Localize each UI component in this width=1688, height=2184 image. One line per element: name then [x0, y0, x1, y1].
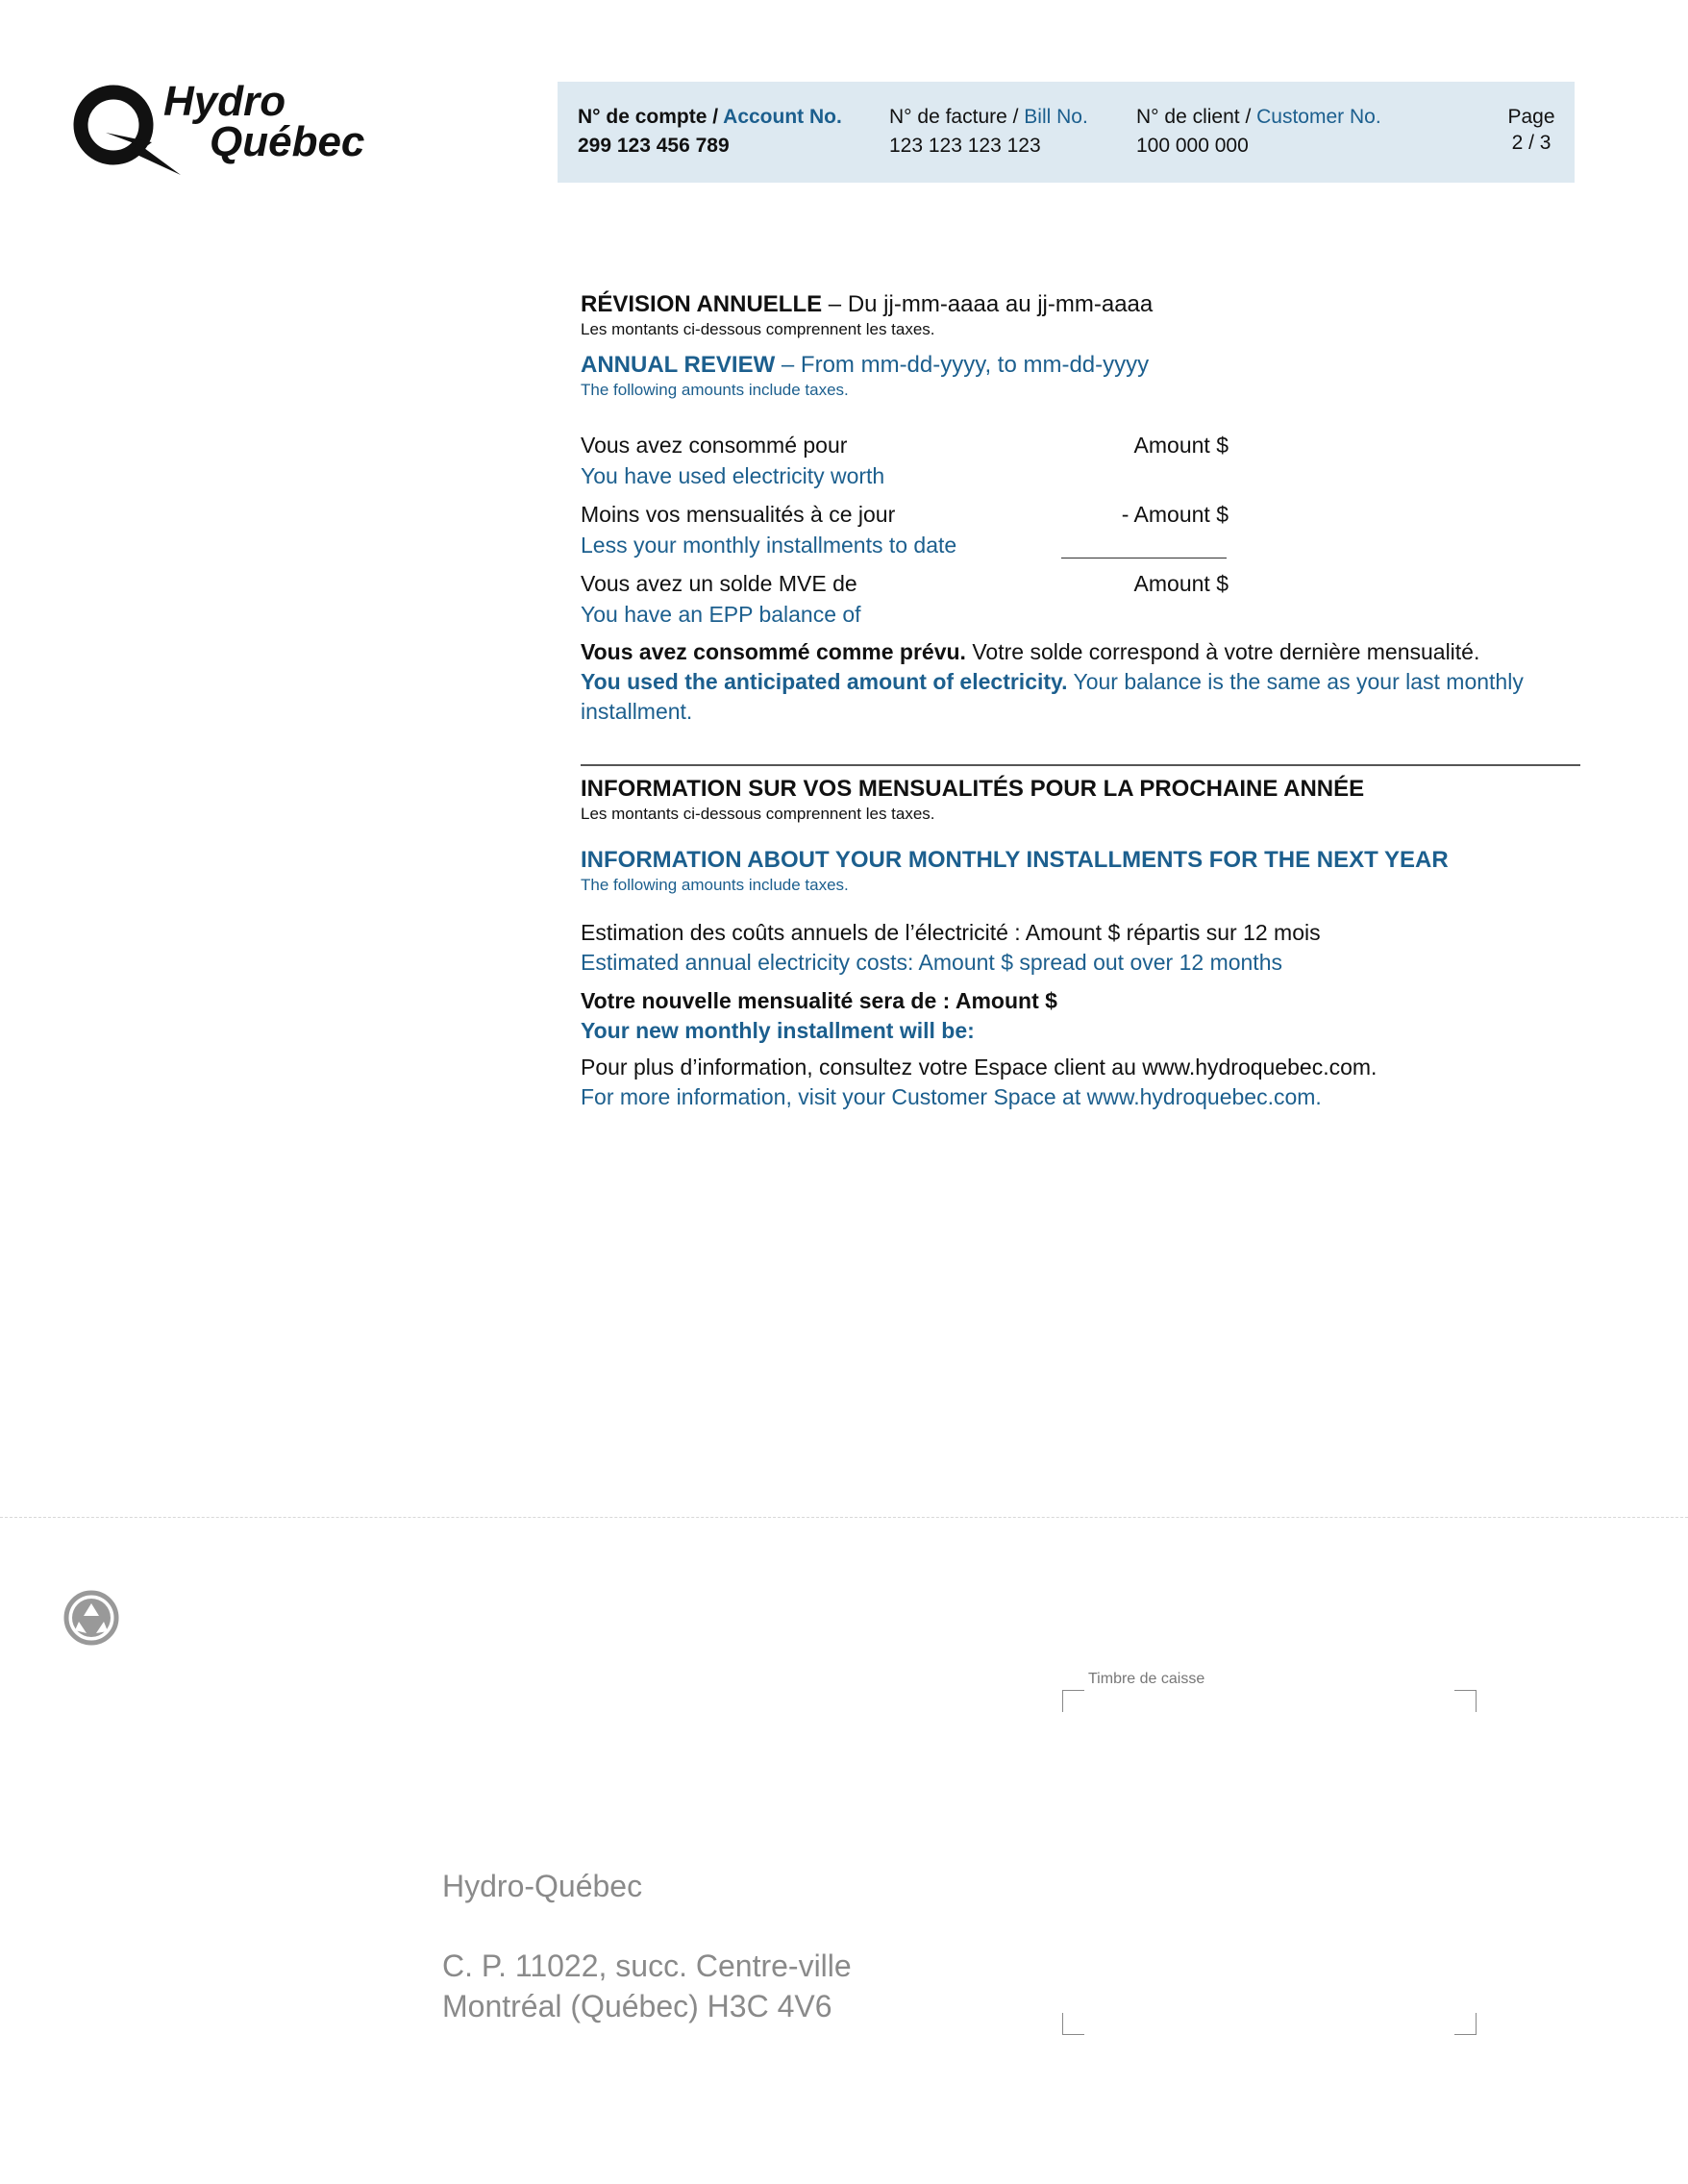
- section-divider: [581, 764, 1580, 766]
- bill-label-en: Bill No.: [1024, 106, 1088, 128]
- annual-review-note-fr: Les montants ci-dessous comprennent les taxes.: [581, 320, 935, 338]
- new-installment-en: Your new monthly installment will be:: [581, 1018, 975, 1043]
- bill-number-block: [889, 103, 1088, 161]
- account-number-value: 299 123 456 789: [578, 135, 730, 157]
- logo-text-quebec: Québec: [210, 118, 365, 165]
- customer-number-value: 100 000 000: [1136, 135, 1249, 157]
- account-label-fr: N° de compte /: [578, 106, 724, 128]
- installments-estimate: [581, 918, 1580, 978]
- new-installment: [581, 986, 1580, 1046]
- new-installment-fr: Votre nouvelle mensualité sera de : Amount $: [581, 988, 1057, 1013]
- customer-number-block: [1136, 103, 1381, 161]
- annual-review-heading-en: [581, 351, 1580, 401]
- page-number-value: 2 / 3: [1511, 132, 1551, 154]
- review-row-label-en: You have an EPP balance of: [581, 602, 861, 627]
- hydro-quebec-logo: [67, 77, 394, 183]
- summary-en-rest: Your balance is the same as your last monthly installment.: [581, 669, 1524, 724]
- page-label: Page: [1507, 106, 1555, 128]
- perforation-line: [0, 1517, 1688, 1518]
- installments-note-en: The following amounts include taxes.: [581, 876, 849, 894]
- more-info: [581, 1053, 1580, 1112]
- annual-review-period-en: – From mm-dd-yyyy, to mm-dd-yyyy: [775, 352, 1150, 378]
- return-address-name: Hydro-Québec: [442, 1869, 643, 1903]
- review-row-installments: [581, 499, 1229, 560]
- bill-label-fr: N° de facture /: [889, 106, 1025, 128]
- review-row-amount: Amount $: [1133, 433, 1229, 458]
- bill-number-value: 123 123 123 123: [889, 135, 1041, 157]
- annual-review-heading-fr: [581, 290, 1580, 340]
- stamp-corner-bottom-left: [1062, 2013, 1084, 2035]
- review-row-label-fr: Vous avez un solde MVE de: [581, 571, 857, 596]
- customer-label-en: Customer No.: [1256, 106, 1381, 128]
- installments-heading-en: [581, 846, 1580, 896]
- review-row-label-fr: Moins vos mensualités à ce jour: [581, 502, 896, 527]
- account-number-block: [578, 103, 842, 161]
- recycle-icon: [63, 1590, 119, 1646]
- cash-stamp-label: Timbre de caisse: [1088, 1671, 1205, 1687]
- installments-title-fr: INFORMATION SUR VOS MENSUALITÉS POUR LA PROCHAINE ANNÉE: [581, 776, 1365, 802]
- stamp-corner-top-right: [1454, 1690, 1477, 1712]
- review-row-label-fr: Vous avez consommé pour: [581, 433, 848, 458]
- review-row-label-en: Less your monthly installments to date: [581, 533, 957, 558]
- more-info-fr: Pour plus d’information, consultez votre Espace client au www.hydroquebec.com.: [581, 1055, 1378, 1080]
- annual-review-period-fr: – Du jj-mm-aaaa au jj-mm-aaaa: [822, 291, 1154, 317]
- summary-fr-bold: Vous avez consommé comme prévu.: [581, 639, 966, 664]
- account-header-band: [558, 82, 1575, 183]
- more-info-en: For more information, visit your Customer Space at www.hydroquebec.com.: [581, 1084, 1322, 1109]
- review-row-label-en: You have used electricity worth: [581, 463, 885, 488]
- annual-review-note-en: The following amounts include taxes.: [581, 381, 849, 399]
- summary-en-bold: You used the anticipated amount of electricity.: [581, 669, 1068, 694]
- installments-title-en: INFORMATION ABOUT YOUR MONTHLY INSTALLMENTS FOR THE NEXT YEAR: [581, 847, 1449, 873]
- page-number-block: [1498, 103, 1565, 155]
- return-address-line1: C. P. 11022, succ. Centre-ville: [442, 1948, 852, 1983]
- return-address-line2: Montréal (Québec) H3C 4V6: [442, 1989, 832, 2023]
- review-row-consumed: [581, 430, 1229, 491]
- installments-note-fr: Les montants ci-dessous comprennent les taxes.: [581, 805, 935, 823]
- logo-text-hydro: Hydro: [163, 78, 286, 125]
- annual-review-title-fr: RÉVISION ANNUELLE: [581, 291, 823, 317]
- estimate-fr: Estimation des coûts annuels de l’électricité : Amount $ répartis sur 12 mois: [581, 920, 1321, 945]
- review-row-amount: - Amount $: [1121, 502, 1229, 527]
- review-row-amount: Amount $: [1133, 571, 1229, 596]
- summary-fr-rest: Votre solde correspond à votre dernière mensualité.: [965, 639, 1480, 664]
- review-summary: [581, 637, 1580, 727]
- stamp-corner-top-left: [1062, 1690, 1084, 1712]
- account-label-en: Account No.: [723, 106, 842, 128]
- review-row-balance: [581, 568, 1229, 630]
- stamp-corner-bottom-right: [1454, 2013, 1477, 2035]
- customer-label-fr: N° de client /: [1136, 106, 1257, 128]
- annual-review-title-en: ANNUAL REVIEW: [581, 352, 776, 378]
- estimate-en: Estimated annual electricity costs: Amount $ spread out over 12 months: [581, 950, 1282, 975]
- installments-heading-fr: [581, 775, 1580, 825]
